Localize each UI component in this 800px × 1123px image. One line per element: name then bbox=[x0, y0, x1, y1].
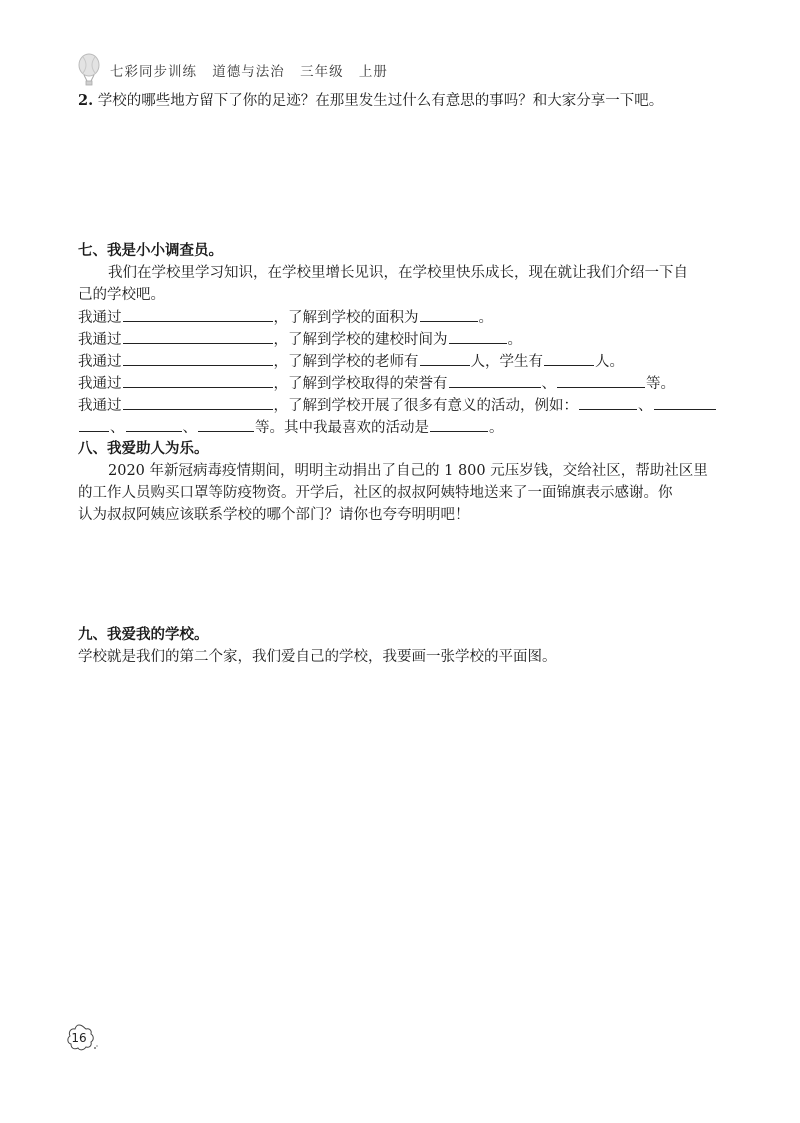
survey-line-activities bbox=[78, 394, 717, 417]
page-number: 16 bbox=[71, 1031, 87, 1045]
honor-blank-2[interactable] bbox=[557, 372, 645, 388]
section-7-title: 七、我是小小调查员。 bbox=[78, 242, 223, 259]
header-subject: 道德与法治 bbox=[212, 64, 285, 80]
activity-blank-5[interactable] bbox=[198, 416, 254, 432]
page-header bbox=[74, 52, 398, 88]
punctuation: 、 bbox=[638, 398, 653, 414]
area-blank[interactable] bbox=[420, 306, 478, 322]
survey-text: ，了解到学校的建校时间为 bbox=[273, 332, 448, 348]
activity-blank-1[interactable] bbox=[579, 394, 637, 410]
section-8-paragraph-line-1: 2020 年新冠病毒疫情期间，明明主动捐出了自己的 1 800 元压岁钱，交给社区，帮助社区里 bbox=[108, 463, 708, 479]
section-8-paragraph-line-2: 的工作人员购买口罩等防疫物资。开学后，社区的叔叔阿姨特地送来了一面锦旗表示感谢。你 bbox=[78, 485, 673, 501]
section-7-intro-line-1: 我们在学校里学习知识，在学校里增长见识，在学校里快乐成长，现在就让我们介绍一下自 bbox=[108, 265, 688, 281]
punctuation: 。 bbox=[478, 310, 493, 326]
method-blank[interactable] bbox=[123, 328, 273, 344]
honor-blank-1[interactable] bbox=[449, 372, 541, 388]
survey-line-people bbox=[78, 350, 624, 373]
method-blank[interactable] bbox=[123, 372, 273, 388]
survey-text: ，了解到学校开展了很多有意义的活动，例如： bbox=[273, 398, 578, 414]
favorite-activity-blank[interactable] bbox=[430, 416, 488, 432]
activity-blank-2[interactable] bbox=[654, 394, 716, 410]
header-grade: 三年级 bbox=[300, 64, 344, 80]
teacher-count-blank[interactable] bbox=[420, 350, 470, 366]
punctuation: 人。 bbox=[595, 354, 624, 370]
section-9-title: 九、我爱我的学校。 bbox=[78, 626, 209, 643]
header-title bbox=[110, 60, 398, 80]
page-number-badge bbox=[64, 1022, 100, 1058]
method-blank[interactable] bbox=[123, 394, 273, 410]
section-8-title: 八、我爱助人为乐。 bbox=[78, 440, 209, 457]
survey-text: ，了解到学校的老师有 bbox=[273, 354, 419, 370]
survey-text: 等。其中我最喜欢的活动是 bbox=[255, 420, 429, 436]
activity-blank-3[interactable] bbox=[79, 416, 109, 432]
question-number: 2. bbox=[78, 92, 94, 109]
punctuation: 。 bbox=[489, 420, 504, 436]
survey-line-honors bbox=[78, 372, 675, 395]
section-7-intro-line-2: 己的学校吧。 bbox=[78, 287, 165, 303]
survey-prefix: 我通过 bbox=[78, 310, 122, 326]
question-2 bbox=[78, 90, 663, 112]
punctuation: 、 bbox=[182, 420, 197, 436]
survey-prefix: 我通过 bbox=[78, 398, 122, 414]
survey-line-founding bbox=[78, 328, 522, 351]
survey-text: 人，学生有 bbox=[470, 354, 543, 370]
header-series: 七彩同步训练 bbox=[110, 64, 197, 80]
activity-blank-4[interactable] bbox=[126, 416, 182, 432]
student-count-blank[interactable] bbox=[544, 350, 594, 366]
header-volume: 上册 bbox=[358, 64, 388, 80]
hot-air-balloon-icon bbox=[74, 53, 104, 87]
survey-prefix: 我通过 bbox=[78, 332, 122, 348]
method-blank[interactable] bbox=[123, 306, 273, 322]
survey-line-area bbox=[78, 306, 493, 329]
survey-text: ，了解到学校取得的荣誉有 bbox=[273, 376, 448, 392]
section-9-paragraph: 学校就是我们的第二个家，我们爱自己的学校，我要画一张学校的平面图。 bbox=[78, 649, 557, 665]
punctuation: 、 bbox=[541, 376, 556, 392]
punctuation: 、 bbox=[110, 420, 125, 436]
founding-time-blank[interactable] bbox=[449, 328, 507, 344]
method-blank[interactable] bbox=[123, 350, 273, 366]
survey-prefix: 我通过 bbox=[78, 354, 122, 370]
section-8-paragraph-line-3: 认为叔叔阿姨应该联系学校的哪个部门？请你也夸夸明明吧！ bbox=[78, 507, 470, 523]
punctuation: 等。 bbox=[646, 376, 675, 392]
question-text: 学校的哪些地方留下了你的足迹？在那里发生过什么有意思的事吗？和大家分享一下吧。 bbox=[97, 93, 664, 109]
survey-line-favorite bbox=[78, 416, 504, 439]
survey-text: ，了解到学校的面积为 bbox=[273, 310, 419, 326]
survey-prefix: 我通过 bbox=[78, 376, 122, 392]
punctuation: 。 bbox=[507, 332, 522, 348]
